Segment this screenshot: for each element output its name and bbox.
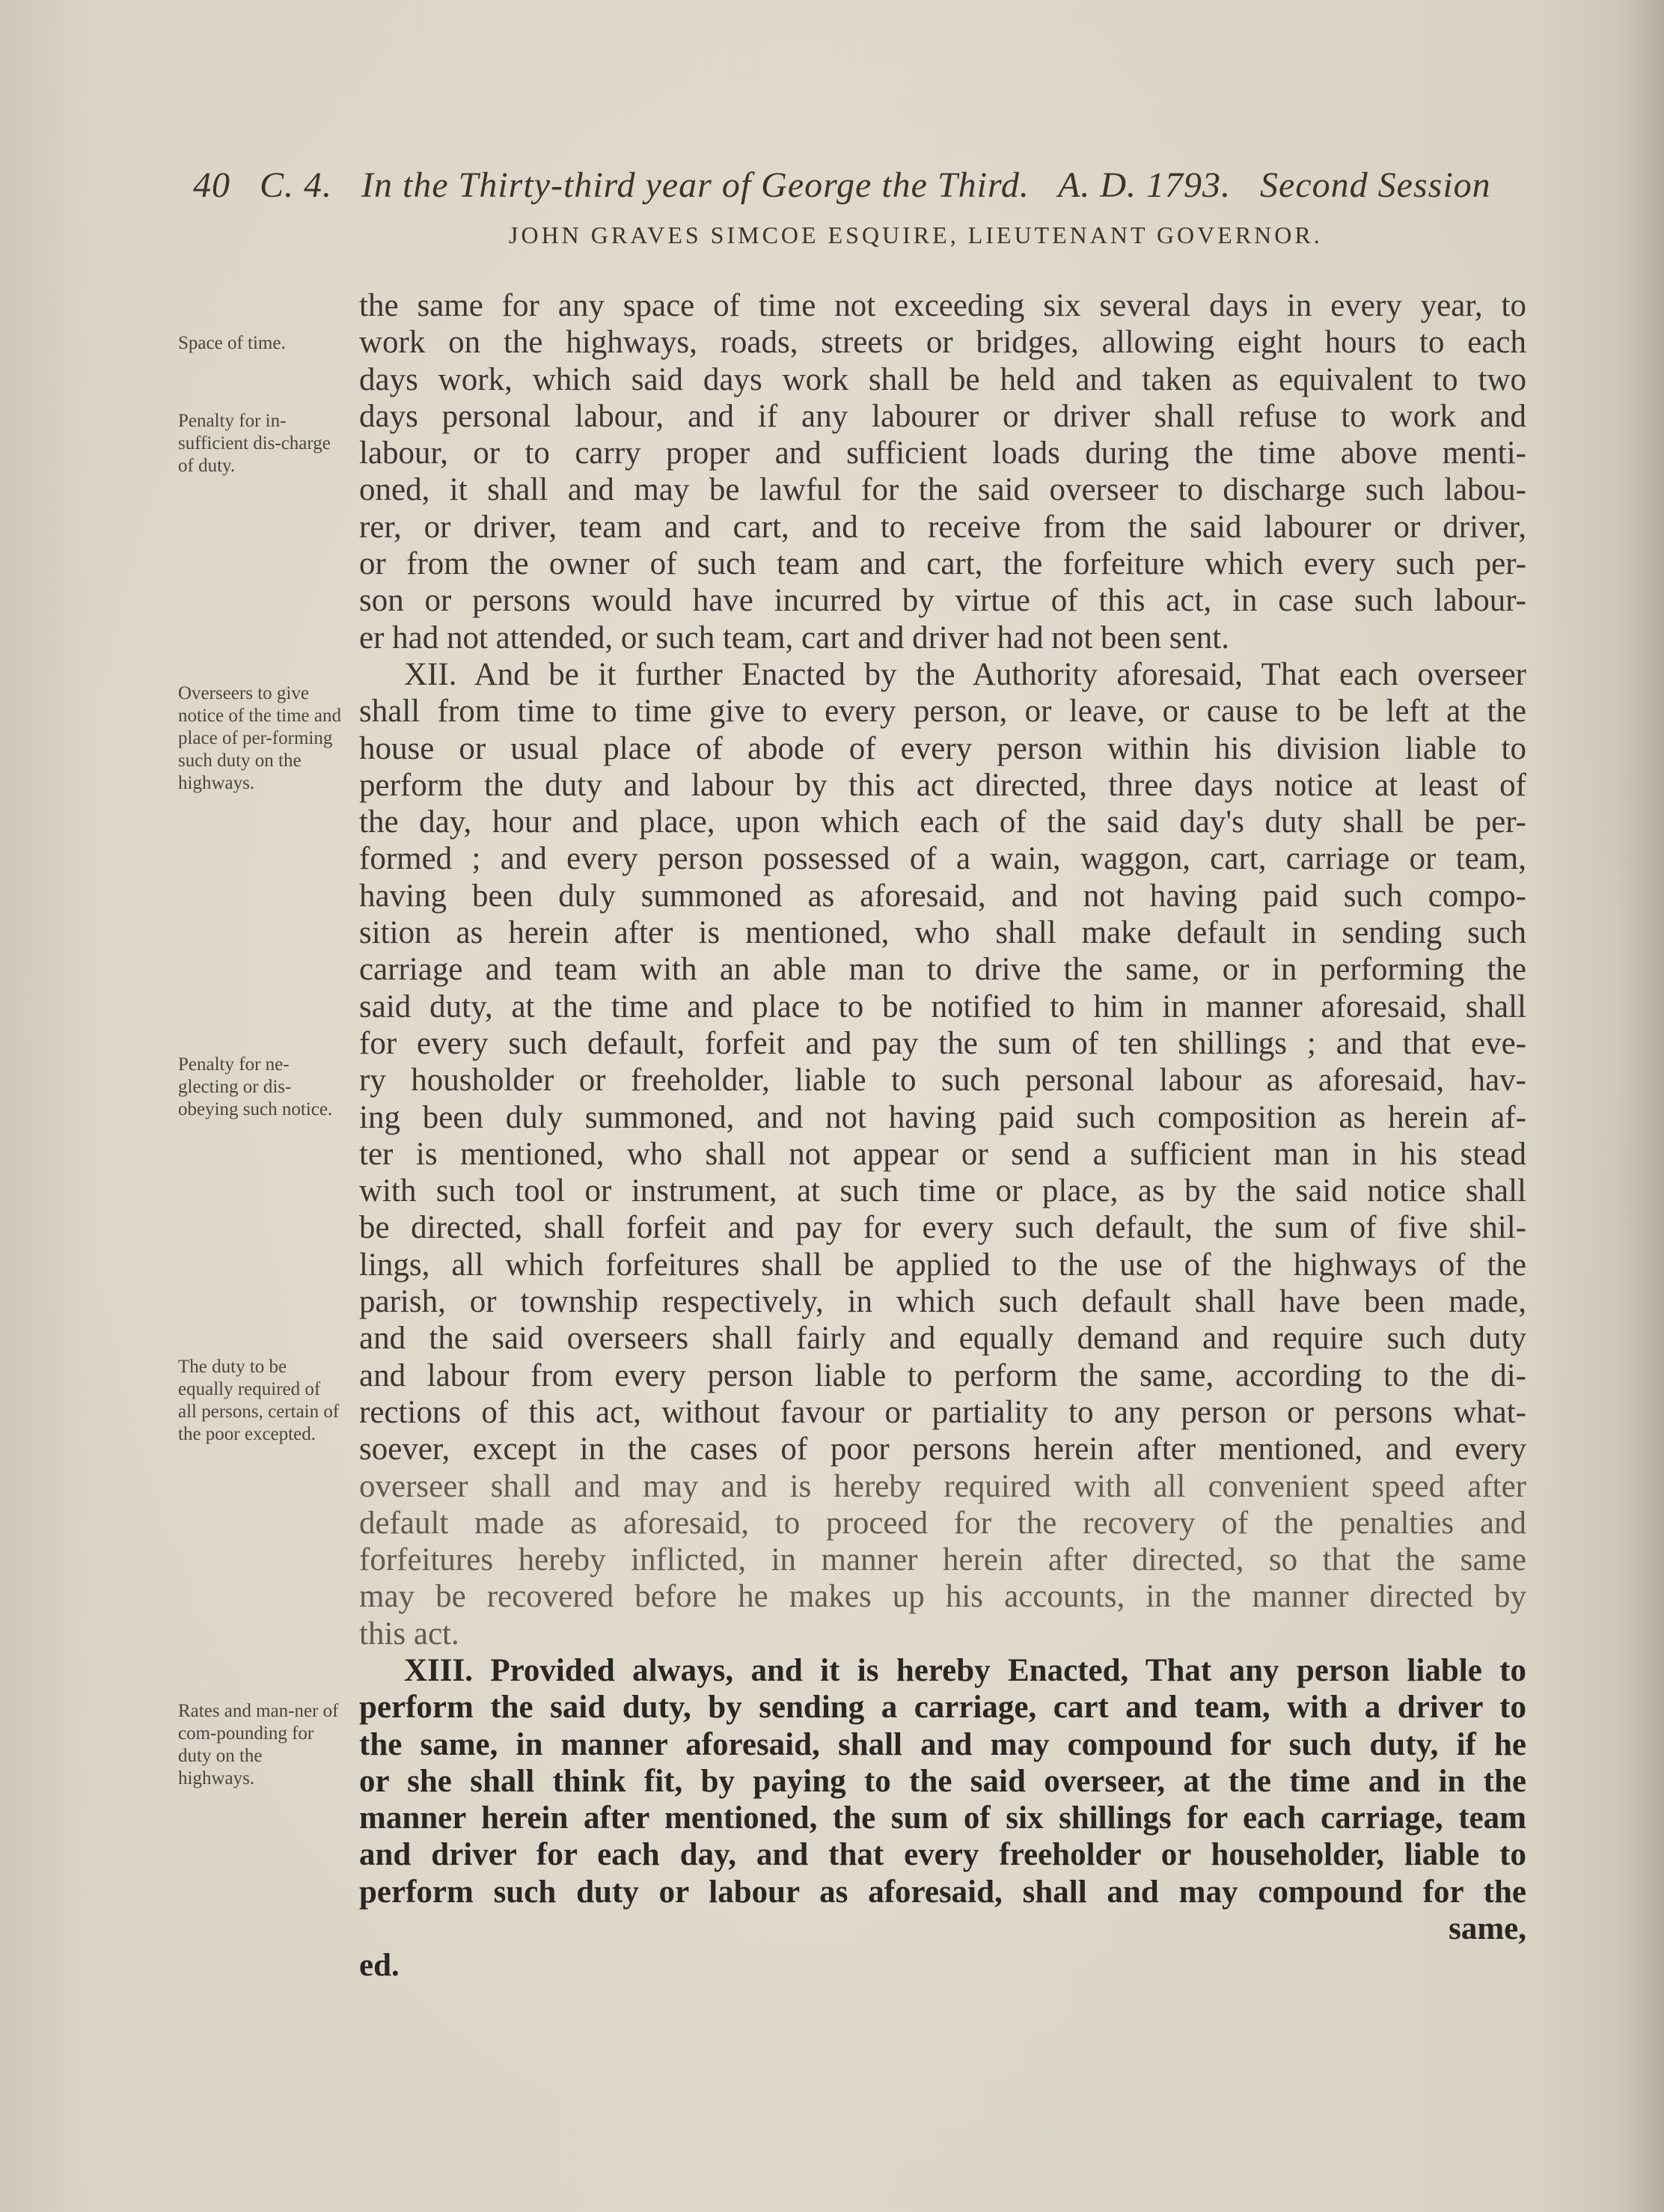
text-line: soever, except in the cases of poor persons herein after mentioned, and every <box>359 1432 1526 1467</box>
session-label: Second Session <box>1260 165 1491 205</box>
text-line: the day, hour and place, upon which each of the said day's duty shall be per- <box>359 804 1526 840</box>
text-line: days work, which said days work shall be held and taken as equivalent to two <box>359 361 1526 397</box>
text-line: work on the highways, roads, streets or bridges, allowing eight hours to each <box>359 325 1526 361</box>
text-line: parish, or township respectively, in which such default shall have been made, <box>359 1284 1526 1320</box>
text-line: sition as herein after is mentioned, who shall make default in sending such <box>359 915 1526 951</box>
text-line: ed. <box>359 1948 400 1984</box>
text-line: shall from time to time give to every person, or leave, or cause to be left at the <box>359 694 1526 730</box>
text-line: and driver for each day, and that every freeholder or householder, liable to <box>359 1837 1526 1873</box>
text-line: and labour from every person liable to perform the same, according to the di- <box>359 1357 1526 1393</box>
page-number: 40 <box>193 165 230 205</box>
text-line: perform such duty or labour as aforesaid, shall and may compound for the <box>359 1874 1526 1910</box>
text-line: same, <box>1449 1911 1526 1947</box>
text-line: labour, or to carry proper and sufficient loads during the time above menti- <box>359 436 1526 471</box>
text-line: said duty, at the time and place to be notified to him in manner aforesaid, shall <box>359 989 1526 1024</box>
text-line: formed ; and every person possessed of a wain, waggon, cart, carriage or team, <box>359 841 1526 877</box>
text-line: this act. <box>359 1616 459 1652</box>
text-line: the same, in manner aforesaid, shall and may compound for such duty, if he <box>359 1726 1526 1762</box>
text-line: ry housholder or freeholder, liable to such personal labour as aforesaid, hav- <box>359 1063 1526 1099</box>
section-heading-line: XIII. Provided always, and it is hereby Enacted, That any person liable to <box>404 1652 1526 1688</box>
text-line: er had not attended, or such team, cart and driver had not been sent. <box>359 620 1229 656</box>
margin-note-penalty-insufficient: Penalty for in-sufficient dis-charge of duty. <box>178 411 331 476</box>
page-edge-shadow <box>1619 0 1664 2212</box>
text-line: or she shall think fit, by paying to the said overseer, at the time and in the <box>359 1763 1526 1799</box>
margin-note-duty-equally-required: The duty to be equally required of all persons, certain of the poor excepted. <box>178 1357 340 1444</box>
running-header <box>193 165 1495 206</box>
text-line: may be recovered before he makes up his accounts, in the manner directed by <box>359 1579 1526 1615</box>
section-heading-line: XII. And be it further Enacted by the Authority aforesaid, That each overseer <box>404 656 1526 692</box>
running-title: In the Thirty-third year of George the Third. <box>361 165 1030 205</box>
text-line: ter is mentioned, who shall not appear or send a sufficient man in his stead <box>359 1136 1526 1172</box>
text-line: oned, it shall and may be lawful for the said overseer to discharge such labou- <box>359 472 1526 508</box>
text-line: or from the owner of such team and cart, the forfeiture which every such per- <box>359 546 1526 582</box>
text-line: and the said overseers shall fairly and equally demand and require such duty <box>359 1321 1526 1357</box>
text-line: for every such default, forfeit and pay the sum of ten shillings ; and that eve- <box>359 1025 1526 1061</box>
text-line: son or persons would have incurred by virtue of this act, in case such labour- <box>359 583 1526 619</box>
text-line: house or usual place of abode of every person within his division liable to <box>359 730 1526 766</box>
text-line: overseer shall and may and is hereby required with all convenient speed after <box>359 1468 1526 1504</box>
text-line: having been duly summoned as aforesaid, and not having paid such compo- <box>359 878 1526 914</box>
body-text <box>359 287 1526 1985</box>
text-line: with such tool or instrument, at such time or place, as by the said notice shall <box>359 1173 1526 1209</box>
governor-subheader: JOHN GRAVES SIMCOE ESQUIRE, LIEUTENANT GOVERNOR. <box>509 221 1323 248</box>
text-line: rections of this act, without favour or partiality to any person or persons what- <box>359 1394 1526 1430</box>
year-label: A. D. 1793. <box>1058 165 1232 205</box>
chapter-number: C. 4. <box>260 165 333 205</box>
text-line: carriage and team with an able man to drive the same, or in performing the <box>359 952 1526 988</box>
margin-note-penalty-neglect: Penalty for ne-glecting or dis-obeying such notice. <box>178 1054 333 1119</box>
margin-note-overseers-notice: Overseers to give notice of the time and place of per-forming such duty on the highways. <box>178 683 341 793</box>
text-line: be directed, shall forfeit and pay for every such default, the sum of five shil- <box>359 1210 1526 1246</box>
margin-note-rates-compounding: Rates and man-ner of com-pounding for duty on the highways. <box>178 1701 339 1788</box>
text-line: ing been duly summoned, and not having paid such composition as herein af- <box>359 1099 1526 1135</box>
text-line: manner herein after mentioned, the sum of six shillings for each carriage, team <box>359 1800 1526 1836</box>
text-line: forfeitures hereby inflicted, in manner herein after directed, so that the same <box>359 1542 1526 1578</box>
text-line: perform the duty and labour by this act directed, three days notice at least of <box>359 767 1526 803</box>
text-line: default made as aforesaid, to proceed for the recovery of the penalties and <box>359 1505 1526 1541</box>
margin-note-space-of-time: Space of time. <box>178 333 286 353</box>
text-line: the same for any space of time not exceeding six several days in every year, to <box>359 288 1526 323</box>
text-line: lings, all which forfeitures shall be applied to the use of the highways of the <box>359 1247 1526 1283</box>
text-line: days personal labour, and if any labourer or driver shall refuse to work and <box>359 398 1526 434</box>
text-line: perform the said duty, by sending a carriage, cart and team, with a driver to <box>359 1690 1526 1726</box>
text-line: rer, or driver, team and cart, and to receive from the said labourer or driver, <box>359 509 1526 545</box>
